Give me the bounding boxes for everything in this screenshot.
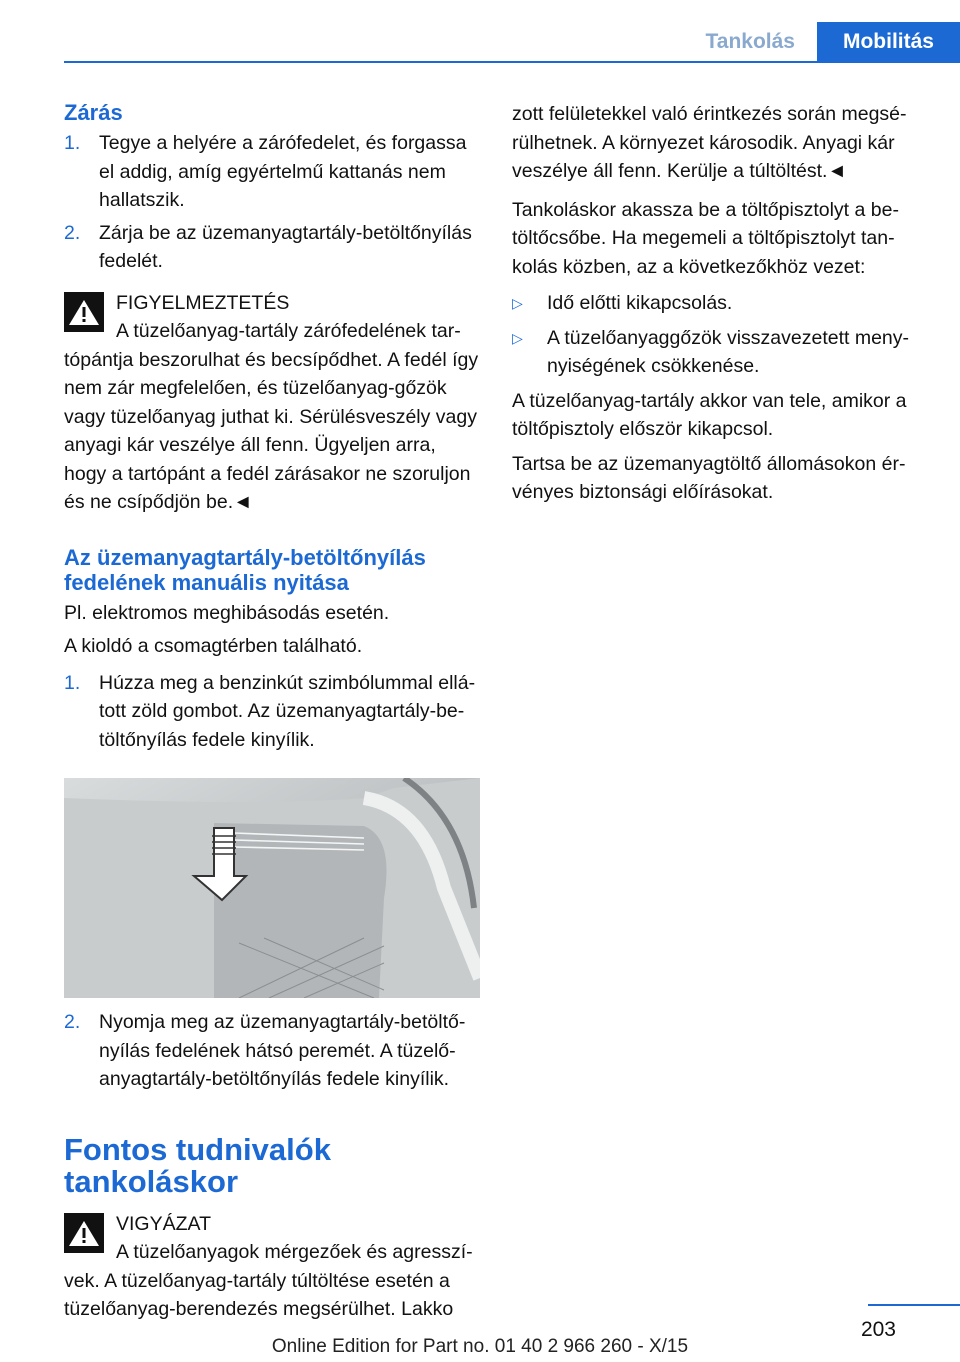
warning-title: FIGYELMEZTETÉS	[116, 291, 290, 314]
list-item	[64, 669, 480, 755]
manual-open-p2: A kioldó a csomagtérben található.	[64, 635, 363, 657]
list-item	[512, 289, 922, 318]
step-text: Húzza meg a benzinkút szimbólummal ellátott zöld gombot. Az üzemanyagtartály-betöltőnyílás fedele kinyílik.	[99, 671, 476, 751]
list-item	[64, 1008, 480, 1094]
list-item	[64, 129, 480, 215]
list-item	[512, 324, 922, 381]
page-number: 203	[860, 1318, 896, 1341]
trunk-release-photo	[64, 778, 480, 998]
step-text: Nyomja meg az üzemanyagtartály-betöltőnyílás fedelének hátsó peremét. A tüzelőanyagtartály-betöltőnyílás fedele kinyílik.	[99, 1011, 466, 1090]
warning-triangle-icon	[64, 292, 104, 332]
caution-title: VIGYÁZAT	[116, 1212, 211, 1235]
triangle-bullet-icon: ▷	[512, 295, 523, 311]
edition-line: Online Edition for Part no. 01 40 2 966 260 - X/15	[271, 1336, 689, 1357]
manual-open-p1: Pl. elektromos meghibásodás esetén.	[64, 601, 390, 624]
header-rule	[64, 61, 960, 63]
step-number: 2.	[64, 1011, 81, 1033]
caution-text: A tüzelőanyagok mérgezőek és agresszívek. A tüzelőanyag-tartály túltöltése esetén a tüzelőanyag-berendezés megsérülhet. Lakko	[64, 1241, 473, 1320]
bullet-text: Idő előtti kikapcsolás.	[547, 292, 733, 314]
closing-steps	[64, 129, 480, 276]
footer-rule	[868, 1304, 960, 1306]
manual-open-heading: Az üzemanyagtartály-betöltőnyílás fedelének manuális nyitása	[64, 544, 426, 595]
manual-steps	[64, 669, 480, 755]
warning-box	[64, 289, 480, 517]
triangle-bullet-icon: ▷	[512, 329, 523, 346]
warning-text: A tüzelőanyag-tartály zárófedelének tartópántja beszorulhat és becsípődhet. A fedél így nem zár megfelelően, és tüzelőanyag-gőzök vagy tüzelőanyag juthat ki. Sérülésveszély vagy anyagi kár veszélye áll fenn. Ügyeljen arra, hogy a tartópánt a fedél zárásakor ne szoruljon és ne csípődjön be.◄	[64, 320, 479, 513]
manual-steps-continued	[64, 1008, 480, 1094]
section-heading: Fontos tudnivalók tankoláskor	[64, 1131, 331, 1199]
bullet-text: A tüzelőanyaggőzök visszavezetett menynyiségének csökkenése.	[547, 326, 910, 377]
left-column	[64, 100, 480, 1324]
refuel-paragraph: Tankoláskor akassza be a töltőpisztolyt a betöltőcsőbe. Ha megemeli a töltőpisztolyt tankolás közben, az a következőkhöz vezet:	[512, 198, 899, 278]
step-number: 1.	[64, 671, 81, 694]
tab-tankolas[interactable]: Tankolás	[705, 30, 795, 53]
list-item	[64, 219, 480, 276]
safety-paragraph: Tartsa be az üzemanyagtöltő állomásokon érvényes biztonsági előírásokat.	[512, 452, 906, 503]
caution-box	[64, 1210, 480, 1324]
full-tank-paragraph: A tüzelőanyag-tartály akkor van tele, amikor a töltőpisztoly először kikapcsol.	[512, 389, 907, 440]
right-column	[512, 100, 922, 507]
step-text: Zárja be az üzemanyagtartály-betöltőnyílás fedelét.	[99, 221, 472, 272]
step-number: 1.	[64, 132, 81, 154]
caution-text-continued: zott felületekkel való érintkezés során megsérülhetnek. A környezet károsodik. Anyagi kár veszélye áll fenn. Kerülje a túltöltést.◄	[512, 103, 907, 182]
tab-mobilitas[interactable]: Mobilitás	[817, 22, 960, 62]
step-text: Tegye a helyére a zárófedelet, és forgassa el addig, amíg egyértelmű kattanás nem hallatszik.	[99, 132, 467, 211]
header-tabs	[684, 22, 960, 62]
warning-triangle-icon	[64, 1213, 104, 1253]
consequence-list	[512, 289, 922, 381]
closing-heading: Zárás	[64, 100, 123, 125]
step-number: 2.	[64, 221, 81, 244]
